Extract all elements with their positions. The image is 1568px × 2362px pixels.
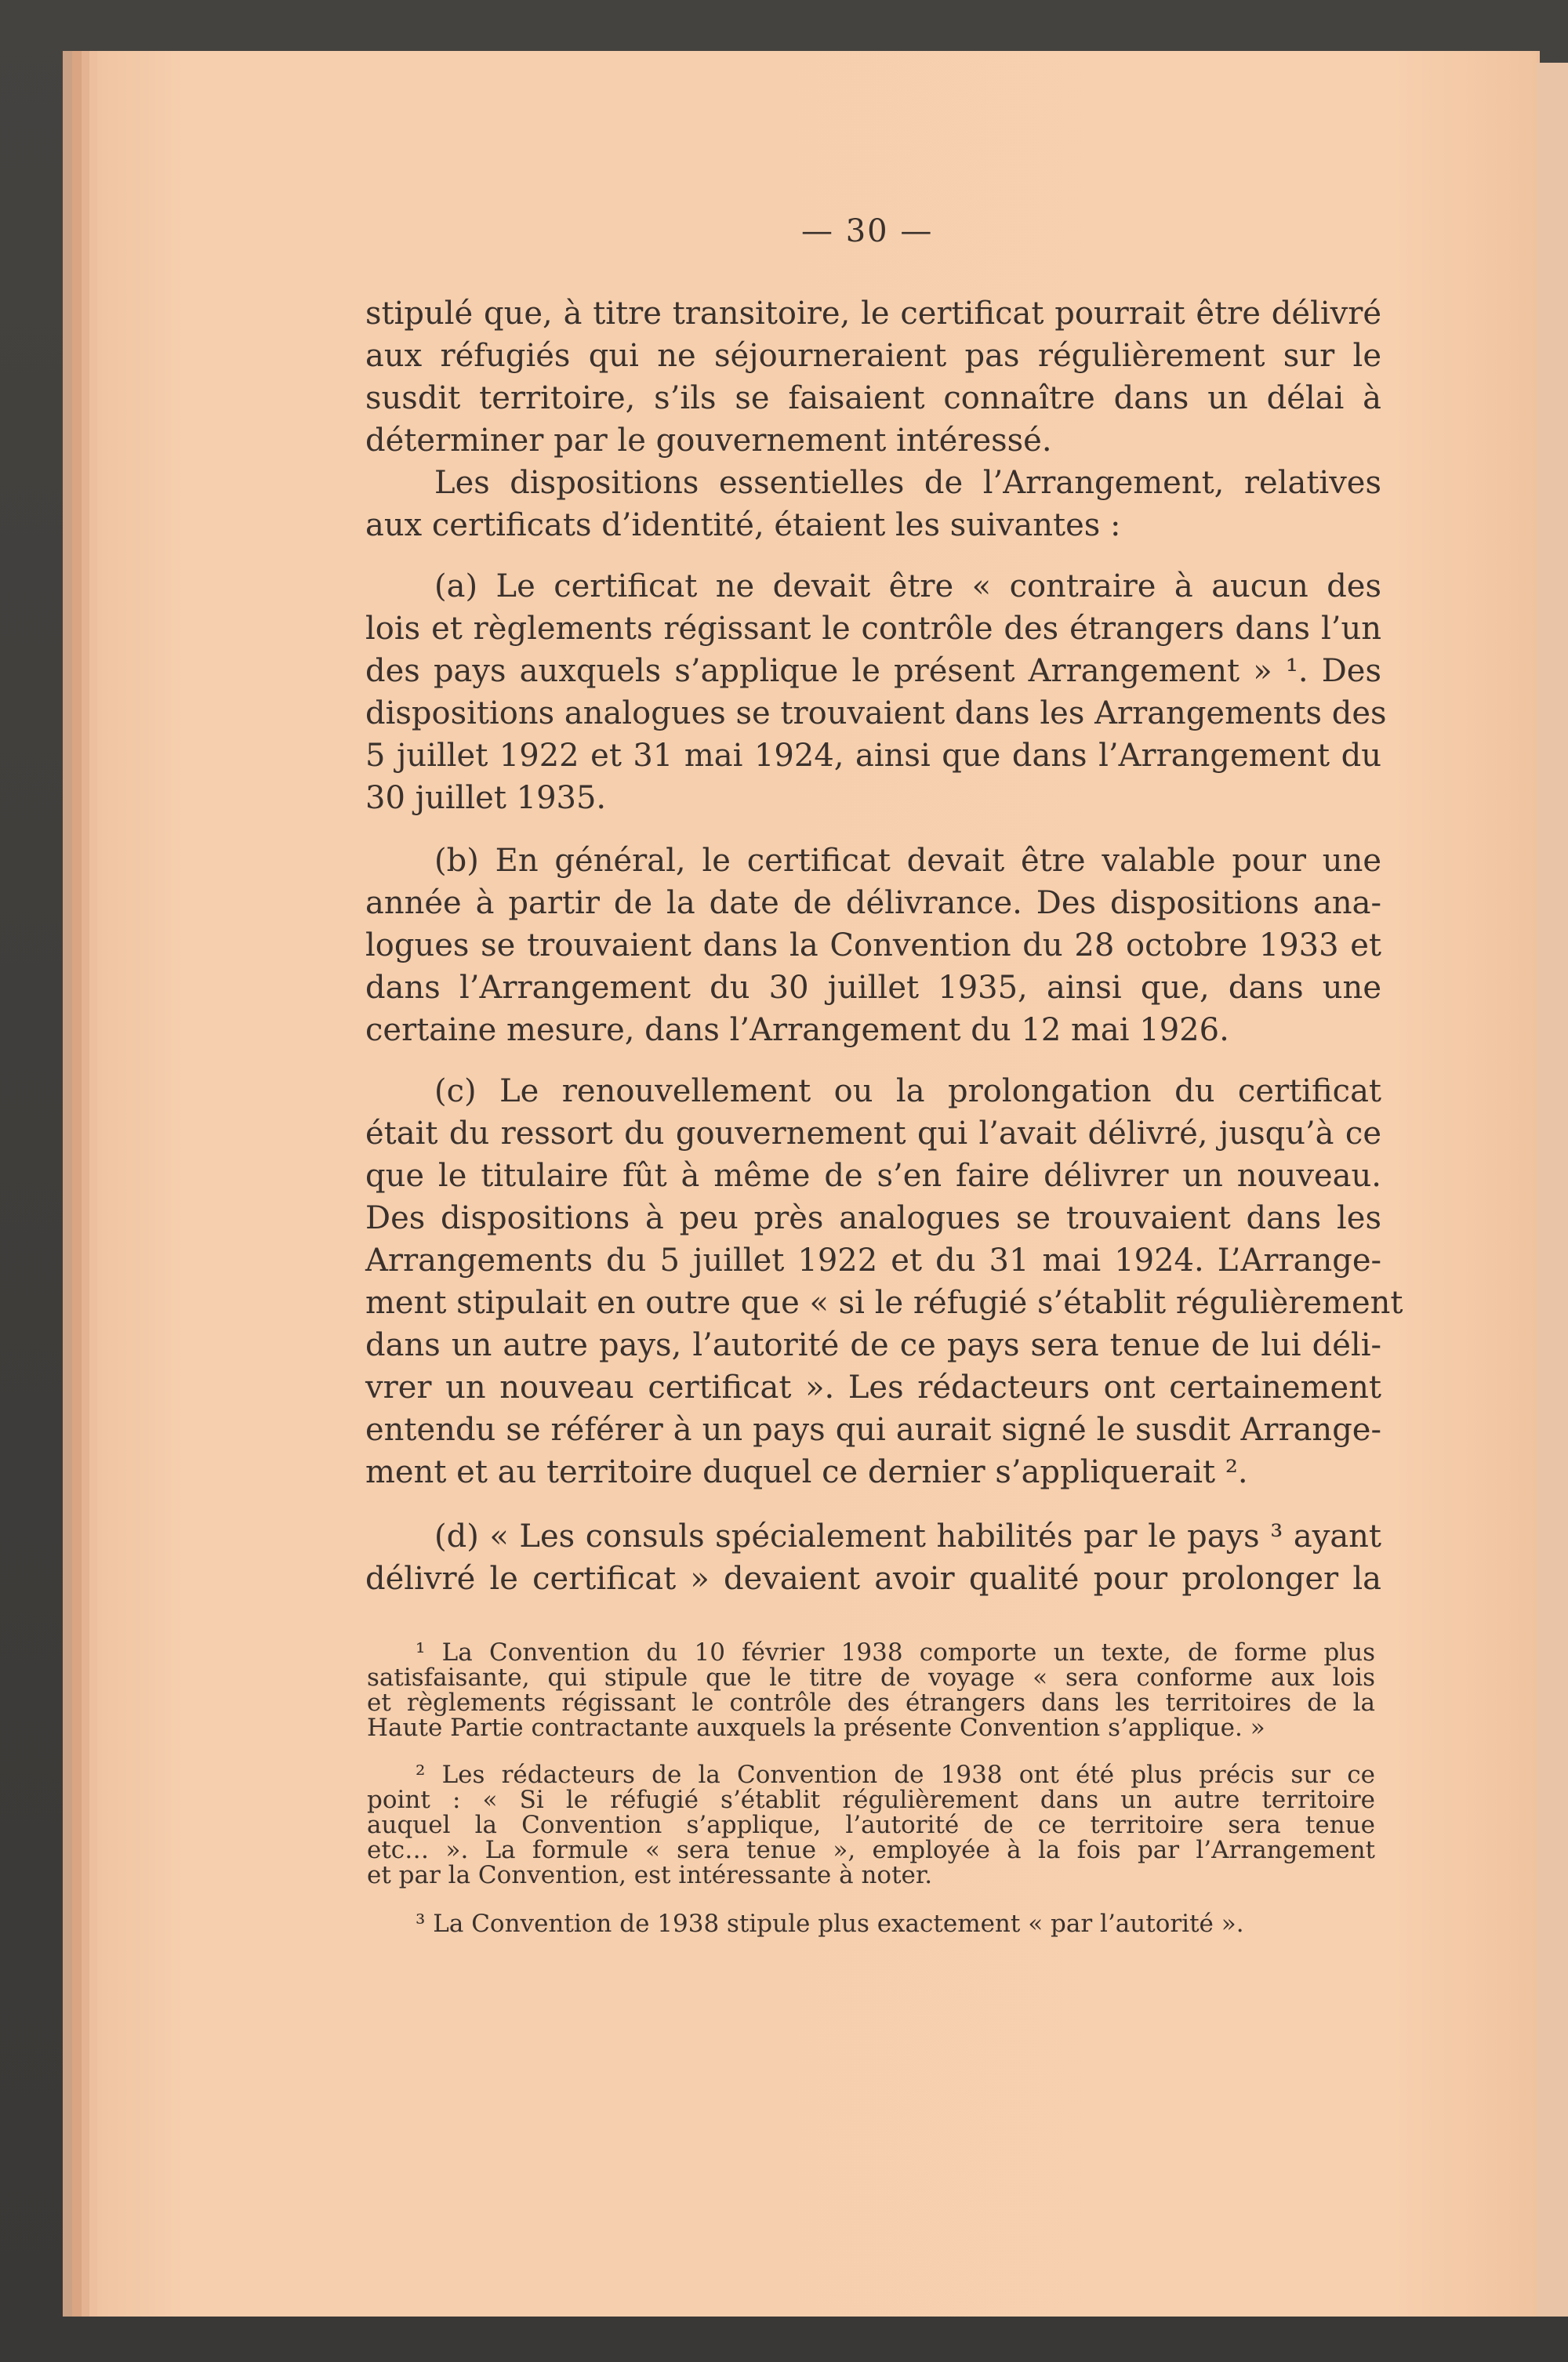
body-line: Des dispositions à peu près analogues se trouvaient dans les	[365, 1200, 1381, 1236]
body-line: des pays auxquels s’applique le présent Arrangement » ¹. Des	[365, 653, 1381, 689]
body-line: lois et règlements régissant le contrôle des étrangers dans l’un	[365, 611, 1381, 647]
body-line: aux certificats d’identité, étaient les suivantes :	[365, 507, 1121, 543]
footnote-line: etc… ». La formule « sera tenue », employée à la fois par l’Arrangement	[367, 1836, 1375, 1864]
body-line: dispositions analogues se trouvaient dans les Arrangements des	[365, 695, 1387, 731]
body-line: stipulé que, à titre transitoire, le certificat pourrait être délivré	[365, 296, 1381, 332]
body-line: ment stipulait en outre que « si le réfugié s’établit régulièrement	[365, 1285, 1403, 1321]
body-line: déterminer par le gouvernement intéressé.	[365, 423, 1052, 459]
footnote-line: et règlements régissant le contrôle des étrangers dans les territoires de la	[367, 1689, 1375, 1717]
next-page-edge	[1537, 63, 1568, 2317]
body-line: (c) Le renouvellement ou la prolongation du certificat	[434, 1073, 1381, 1109]
body-line: année à partir de la date de délivrance. Des dispositions ana-	[365, 885, 1381, 921]
body-line: entendu se référer à un pays qui aurait signé le susdit Arrange-	[365, 1412, 1381, 1448]
body-line: certaine mesure, dans l’Arrangement du 12 mai 1926.	[365, 1012, 1229, 1048]
body-line: dans un autre pays, l’autorité de ce pays sera tenue de lui déli-	[365, 1327, 1381, 1363]
body-line: (b) En général, le certificat devait être valable pour une	[434, 843, 1381, 879]
body-line: était du ressort du gouvernement qui l’avait délivré, jusqu’à ce	[365, 1116, 1381, 1152]
body-line: dans l’Arrangement du 30 juillet 1935, ainsi que, dans une	[365, 970, 1381, 1006]
footnote-line: satisfaisante, qui stipule que le titre de voyage « sera conforme aux lois	[367, 1664, 1375, 1692]
page-number: — 30 —	[801, 213, 934, 249]
body-line: 5 juillet 1922 et 31 mai 1924, ainsi que dans l’Arrangement du	[365, 738, 1381, 774]
body-line: 30 juillet 1935.	[365, 780, 607, 816]
body-line: (d) « Les consuls spécialement habilités par le pays ³ ayant	[434, 1518, 1381, 1555]
body-line: vrer un nouveau certificat ». Les rédacteurs ont certainement	[365, 1370, 1381, 1406]
footnote-line: et par la Convention, est intéressante à noter.	[367, 1861, 933, 1889]
footnote-line: auquel la Convention s’applique, l’autorité de ce territoire sera tenue	[367, 1811, 1375, 1839]
body-line: Arrangements du 5 juillet 1922 et du 31 mai 1924. L’Arrange-	[365, 1243, 1381, 1279]
body-line: (a) Le certificat ne devait être « contraire à aucun des	[434, 568, 1381, 604]
footnote-line: ³ La Convention de 1938 stipule plus exactement « par l’autorité ».	[416, 1910, 1244, 1938]
footnote-line: ² Les rédacteurs de la Convention de 1938 ont été plus précis sur ce	[416, 1761, 1375, 1789]
body-line: ment et au territoire duquel ce dernier s’appliquerait ².	[365, 1454, 1248, 1490]
footnote-line: Haute Partie contractante auxquels la présente Convention s’applique. »	[367, 1714, 1265, 1742]
body-line: que le titulaire fût à même de s’en faire délivrer un nouveau.	[365, 1158, 1381, 1194]
body-line: aux réfugiés qui ne séjourneraient pas régulièrement sur le	[365, 338, 1381, 374]
body-line: Les dispositions essentielles de l’Arrangement, relatives	[434, 465, 1381, 501]
footnote-line: point : « Si le réfugié s’établit régulièrement dans un autre territoire	[367, 1786, 1375, 1814]
body-line: logues se trouvaient dans la Convention du 28 octobre 1933 et	[365, 927, 1381, 963]
body-line: susdit territoire, s’ils se faisaient connaître dans un délai à	[365, 380, 1381, 416]
footnote-line: ¹ La Convention du 10 février 1938 comporte un texte, de forme plus	[416, 1638, 1375, 1667]
body-line: délivré le certificat » devaient avoir qualité pour prolonger la	[365, 1561, 1381, 1597]
